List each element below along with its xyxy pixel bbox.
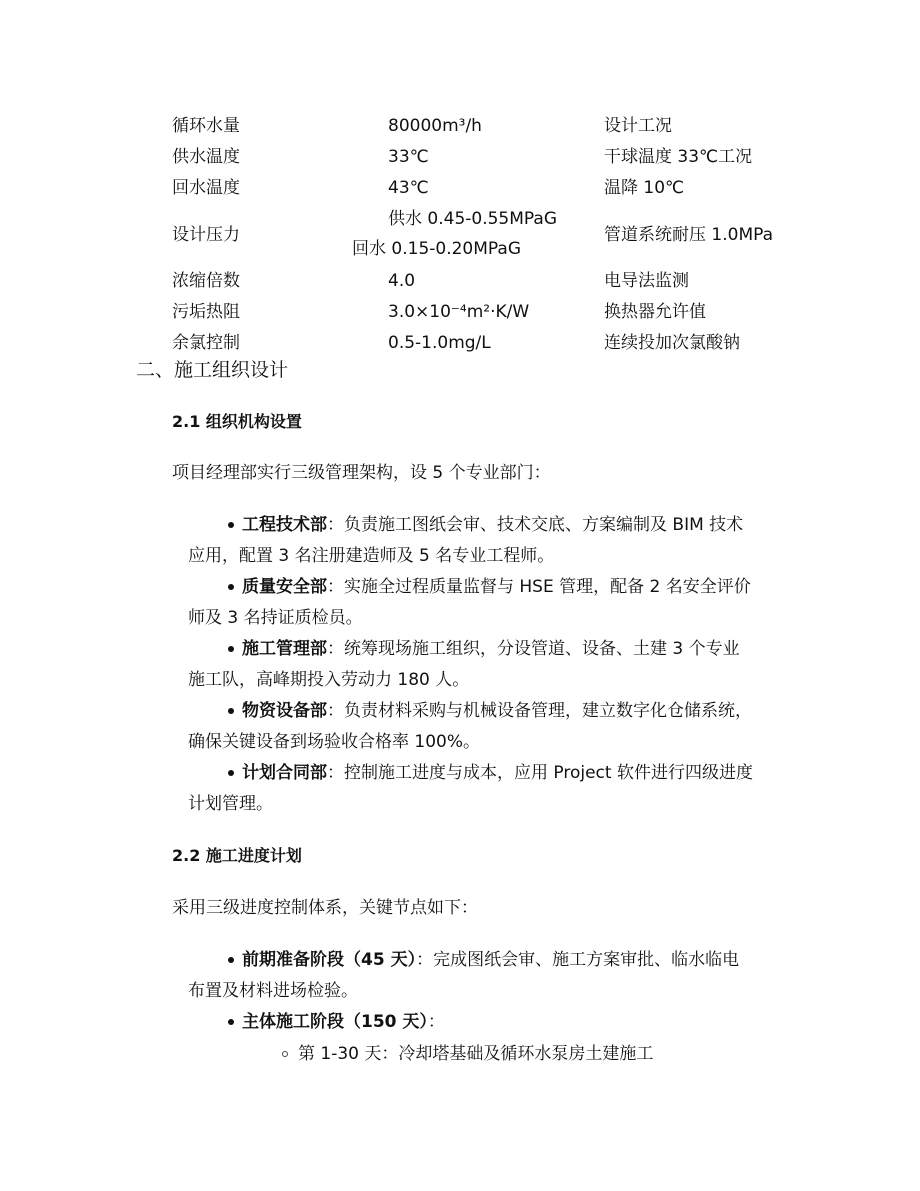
paragraph: 项目经理部实行三级管理架构，设 5 个专业部门： [172,463,551,483]
item-title: 质量安全部 [242,577,327,597]
param-name: 回水温度 [172,178,240,198]
param-value-line1: 供水 0.45-0.55MPaG [388,209,557,229]
param-value: 0.5-1.0mg/L [388,333,491,353]
param-note: 管道系统耐压 1.0MPa [604,225,774,245]
item-title: 工程技术部 [242,515,327,535]
param-value: 3.0×10⁻⁴m²·K/W [388,302,530,322]
item-text-cont: 应用，配置 3 名注册建造师及 5 名专业工程师。 [188,546,555,566]
list-item [188,634,788,696]
item-text-cont: 计划管理。 [188,794,273,814]
subsection-heading: 2.1 组织机构设置 [172,412,302,431]
param-note: 换热器允许值 [604,302,706,322]
list-item [188,510,788,572]
item-text: ：负责施工图纸会审、技术交底、方案编制及 BIM 技术 [327,515,744,535]
param-note: 温降 10℃ [604,178,685,198]
param-value: 43℃ [388,178,429,198]
item-title: 施工管理部 [242,639,327,659]
sub-list-item: 第 1-30 天：冷却塔基础及循环水泵房土建施工 [298,1044,654,1064]
item-text-cont: 确保关键设备到场验收合格率 100%。 [188,732,481,752]
item-title: 物资设备部 [242,701,327,721]
item-title: 前期准备阶段（45 天） [242,950,417,970]
item-text-cont: 施工队，高峰期投入劳动力 180 人。 [188,670,470,690]
item-title: 主体施工阶段（150 天） [242,1012,428,1032]
list-item [188,758,788,820]
item-text: ：控制施工进度与成本，应用 Project 软件进行四级进度 [327,763,753,783]
item-text-cont: 布置及材料进场检验。 [188,981,358,1001]
item-text: ：完成图纸会审、施工方案审批、临水临电 [416,950,740,970]
param-name: 污垢热阻 [172,302,240,322]
circle-bullet-icon [282,1051,288,1057]
list-item [188,696,788,758]
list-item [188,572,788,634]
param-name: 余氯控制 [172,333,240,353]
param-name: 循环水量 [172,116,240,136]
paragraph: 采用三级进度控制体系，关键节点如下： [172,898,478,918]
list-item [188,1007,788,1038]
param-value: 80000m³/h [388,116,482,136]
param-name: 浓缩倍数 [172,271,240,291]
item-text: ：实施全过程质量监督与 HSE 管理，配备 2 名安全评价 [327,577,751,597]
param-value-line2: 回水 0.15-0.20MPaG [352,239,521,259]
list-item [188,945,788,1007]
param-note: 连续投加次氯酸钠 [604,333,740,353]
param-name: 供水温度 [172,147,240,167]
item-text: ：统筹现场施工组织，分设管道、设备、土建 3 个专业 [327,639,740,659]
param-value: 33℃ [388,147,429,167]
param-name: 设计压力 [172,225,240,245]
param-value: 4.0 [388,271,416,291]
section-heading: 二、施工组织设计 [136,359,289,381]
item-text: ：负责材料采购与机械设备管理，建立数字化仓储系统， [327,701,752,721]
param-note: 电导法监测 [604,271,689,291]
param-note: 设计工况 [604,116,672,136]
item-title: 计划合同部 [242,763,327,783]
param-note: 干球温度 33℃工况 [604,147,753,167]
item-text: ： [427,1012,445,1032]
item-text-cont: 师及 3 名持证质检员。 [188,608,363,628]
subsection-heading: 2.2 施工进度计划 [172,846,302,865]
